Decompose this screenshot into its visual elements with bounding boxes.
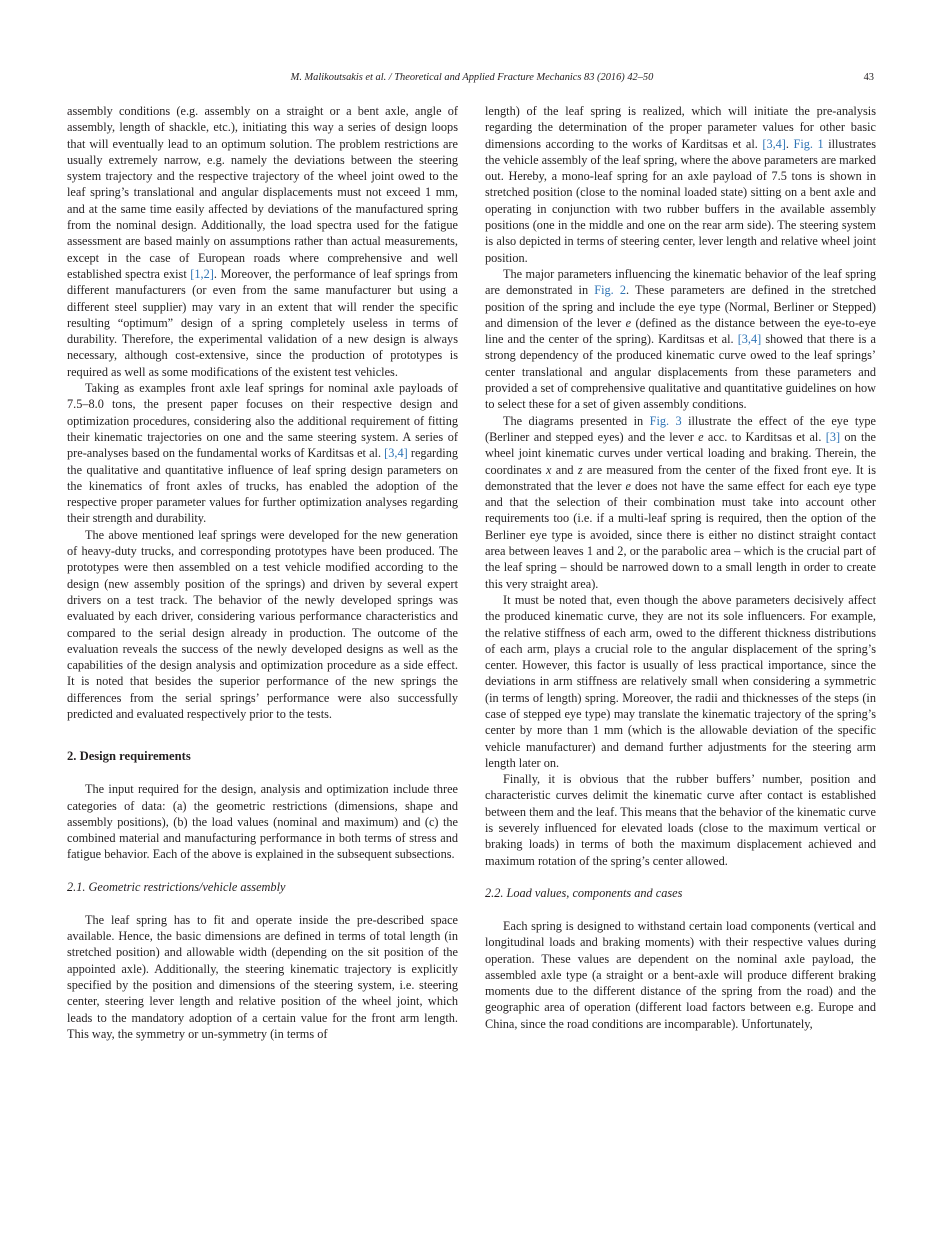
paragraph: The diagrams presented in Fig. 3 illustrate the effect of the eye type (Berliner and stepped eyes) and the lever e acc. to Karditsas et al. [3] on the wheel joint kinematic curves under vertical loading and braking. Therein, the coordinates x and z are measured from the center of the fixed front eye. It is demonstrated that the lever e does not have the same effect for each eye type and that the selection of their combination must take into account other requirements too (i.e. if a multi-leaf spring is required, then the option of the Berliner eye type is avoided, since there is either no distinct straight contact area between leaves 1 and 2, or the parabolic area – which is the crucial part of the leaf spring – should be narrowed down to a small length in order to create this very straight area).: [485, 413, 877, 591]
paragraph: The major parameters influencing the kinematic behavior of the leaf spring are demonstrated in Fig. 2. These parameters are defined in the stretched position of the spring and include the eye type (Normal, Berliner or Stepped) and dimension of the lever e (defined as the distance between the eye-to-eye line and the center of the spring). Karditsas et al. [3,4] showed that there is a strong dependency of the produced kinematic curve owed to the leaf springs’ center translational and angular displacements from these parameters and provided a set of comprehensive qualitative and quantitative guidelines on how to select these for a set of given assembly conditions.: [485, 266, 877, 412]
paragraph: The leaf spring has to fit and operate inside the pre-described space available. Hence, the basic dimensions are defined in terms of total length (in stretched position) and allowable width (depending on the sit position of the appointed axle). Additionally, the steering kinematic trajectory is explicitly specified by the position and dimensions of the steering system, i.e. steering center, steering lever length and relative position of the wheel joint, which leads to the mandatory adoption of a certain value for the front arm length. This way, the symmetry or un-symmetry (in terms of: [67, 912, 458, 1041]
paragraph: It must be noted that, even though the above parameters decisively affect the produced kinematic curve, they are not its sole influencers. For example, the relative stiffness of each arm, owed to the different thickness distributions of each arm, plays a crucial role to the angular displacement of the spring’s center. However, this factor is usually of less practical importance, since the deviations in arm stiffness are relatively small when considering a symmetric (in terms of length) spring. Moreover, the radii and thicknesses of the steps (in case of stepped eye type) may translate the kinematic trajectory of the spring’s center by more than 1 mm (which is the allowable deviation of the specific vehicle manufacturer) and demand further adjustments for the steering arm length later on.: [485, 592, 876, 770]
citation-link[interactable]: [3,4]: [762, 136, 786, 151]
journal-citation: M. Malikoutsakis et al. / Theoretical and Applied Fracture Mechanics 83 (2016) 42–50: [290, 72, 654, 83]
paragraph: Each spring is designed to withstand certain load components (vertical and longitudinal loads and braking moments) with their respective values during operation. These values are dependent on the nominal axle payload, the assembled axle type (a straight or a bent-axle will produce different braking moments due to the different distance of the spring from the road) and the geographic area of operation (different load factors between e.g. Europe and China, since the road conditions are incomparable). Unfortunately,: [485, 918, 876, 1031]
figure-link[interactable]: Fig. 2: [594, 283, 627, 298]
figure-link[interactable]: Fig. 3: [649, 413, 682, 428]
paragraph: The above mentioned leaf springs were developed for the new generation of heavy-duty trucks, and corresponding prototypes have been produced. The prototypes were then assembled on a test vehicle modified according to the design (new assembly position of the springs) and driven by several expert drivers on a test track. The behavior of the newly developed springs was evaluated by each driver, considering various performance characteristics and compared to the serial design already in production. The outcome of the evaluation reveals the success of the newly developed designs as well as the capabilities of the design analysis and optimization procedure as a side effect. It is noted that besides the superior performance of the new springs the differences from the serial springs’ performance were also successfully predicted and evaluated respectively prior to the tests.: [67, 527, 458, 721]
paragraph: length) of the leaf spring is realized, which will initiate the pre-analysis regarding the determination of the proper parameter values for other basic dimensions according to the works of Karditsas et al. [3,4]. Fig. 1 illustrates the vehicle assembly of the leaf spring, where the above parameters are marked out. Hereby, a mono-leaf spring for an axle payload of 7.5 tons is shown in stretched position (close to the nominal loaded state) sitting on a bent axle and operating in conjunction with two rubber buffers in the available assembly positions (one in the middle and one on the rear arm side). The steering system is also depicted in terms of steering center, lever length and relative wheel joint position.: [485, 104, 877, 265]
citation-link[interactable]: [1,2]: [190, 266, 214, 281]
citation-link[interactable]: [3,4]: [737, 332, 762, 347]
figure-link[interactable]: Fig. 1: [793, 136, 824, 151]
right-column: [485, 103, 876, 1032]
section-heading: 2. Design requirements: [67, 749, 191, 764]
paragraph: Finally, it is obvious that the rubber buffers’ number, position and characteristic curves delimit the kinematic curve after contact is established between them and the leaf. This means that the behavior of the kinematic curve is severely influenced for elevated loads (close to the maximum vertical or braking loads) in terms of both the maximum displacement achieved and maximum rotation of the spring’s center allowed.: [485, 772, 876, 868]
paragraph: The input required for the design, analysis and optimization include three categories of data: (a) the geometric restrictions (dimensions, shape and assembly positions), (b) the load values (nominal and maximum) and (c) the combined material and manufacturing performance in both terms of stress and fatigue behavior. Each of the above is explained in the subsequent subsections.: [67, 782, 458, 862]
page-number: 43: [863, 72, 874, 83]
paragraph: Taking as examples front axle leaf springs for nominal axle payloads of 7.5–8.0 tons, the present paper focuses on their respective design and optimization procedures, considering also the additional requirement of fitting their kinematic trajectories on one and the same steering system. A series of pre-analyses based on the fundamental works of Karditsas et al. [3,4] regarding the qualitative and quantitative influence of leaf spring design parameters on the kinematics of front axles of trucks, has enabled the adoption of the respective proper parameter values for further optimization analyses regarding their strength and durability.: [67, 381, 458, 526]
paragraph: assembly conditions (e.g. assembly on a straight or a bent axle, angle of assembly, length of shackle, etc.), initiating this way a series of design loops that will eventually lead to an optimum solution. The problem restrictions are usually extremely narrow, e.g. namely the deviations between the steering system trajectory and the respective trajectory of the wheel joint owed to the leaf spring’s translational and angular displacements must not exceed 1 mm, and at the same time easily affected by deviations of the manufactured spring from the nominal design. Additionally, the load spectra used for the fatigue assessment are based mainly on assumptions rather than actual measurements, except in the case of European roads where comprehensive and well established spectra exist [1,2]. Moreover, the performance of leaf springs from different manufacturers (or even from the same manufacturer but using a different steel supplier) may vary in an extent that will render the specific resulting “optimum” design of a spring completely useless in terms of durability. Therefore, the experimental validation of a new design is always necessary, although cost-extensive, since the production of prototypes is required as well as some modifications of the existent test vehicles.: [67, 104, 458, 379]
subsection-heading: 2.2. Load values, components and cases: [485, 885, 683, 900]
citation-link[interactable]: [3]: [825, 429, 841, 444]
left-column: [67, 103, 458, 1042]
subsection-heading: 2.1. Geometric restrictions/vehicle assembly: [67, 879, 286, 894]
running-header: [67, 72, 877, 88]
citation-link[interactable]: [3,4]: [384, 446, 408, 461]
